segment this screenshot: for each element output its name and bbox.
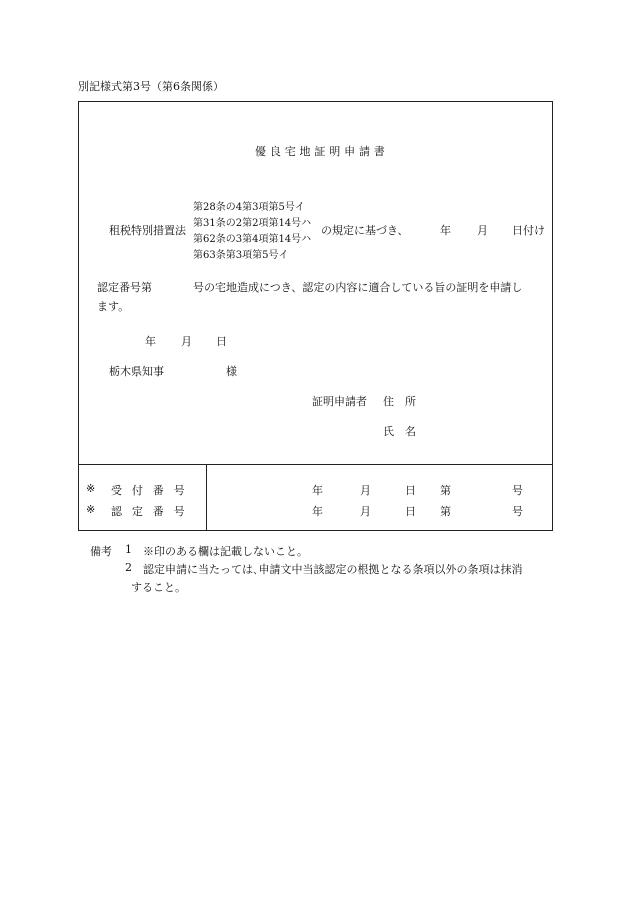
clause-2: 第31条の2第2項第14号ハ [193, 218, 312, 229]
document-title: 優良宅地証明申請書 [255, 145, 389, 158]
clause-3: 第62条の3第4項第14号ハ [193, 234, 312, 245]
form-frame [78, 101, 553, 531]
note-1-text: ※印のある欄は記載しないこと。 [143, 545, 308, 558]
office-mark: ※ [86, 503, 96, 516]
law-name: 租税特別措置法 [109, 224, 186, 237]
cert-number-prefix: 認定番号第 [97, 281, 152, 294]
office-number-prefix: 第 [440, 484, 451, 497]
office-row-label: 受付番号 [111, 484, 195, 497]
app-date-day: 日 [216, 335, 227, 348]
office-year: 年 [312, 505, 323, 518]
office-year: 年 [312, 484, 323, 497]
office-day: 日 [405, 505, 416, 518]
applicant-label: 証明申請者 [312, 395, 367, 408]
based-on-text: の規定に基づき、 [321, 224, 409, 237]
honorific: 様 [226, 365, 237, 378]
body-line-2: ます。 [97, 300, 130, 313]
note-2-text: 認定申請に当たっては､申請文中当該認定の根拠となる条項以外の条項は抹消 [143, 563, 523, 576]
note-2-number: 2 [125, 561, 132, 574]
date-month-suffix: 月 [477, 224, 488, 237]
office-day: 日 [405, 484, 416, 497]
office-month: 月 [360, 484, 371, 497]
office-mark: ※ [86, 482, 96, 495]
notes-label: 備考 [90, 545, 112, 558]
address-label: 住 所 [383, 395, 416, 408]
office-number-suffix: 号 [512, 505, 523, 518]
date-year-suffix: 年 [440, 224, 451, 237]
office-month: 月 [360, 505, 371, 518]
clause-4: 第63条第3項第5号イ [193, 250, 289, 261]
office-column-divider [206, 464, 207, 531]
form-label: 別記様式第3号（第6条関係） [78, 80, 224, 93]
office-number-suffix: 号 [512, 484, 523, 497]
name-label: 氏 名 [383, 425, 416, 438]
app-date-year: 年 [145, 335, 156, 348]
office-divider [78, 464, 553, 465]
note-2-continuation: すること。 [131, 581, 186, 594]
date-day-suffix: 日付け [512, 224, 545, 237]
office-row-label: 認定番号 [111, 505, 195, 518]
clause-1: 第28条の4第3項第5号イ [193, 202, 305, 213]
body-line-1: 号の宅地造成につき、認定の内容に適合している旨の証明を申請し [193, 281, 523, 294]
app-date-month: 月 [181, 335, 192, 348]
note-1-number: 1 [125, 543, 132, 556]
addressee: 栃木県知事 [109, 365, 164, 378]
office-number-prefix: 第 [440, 505, 451, 518]
